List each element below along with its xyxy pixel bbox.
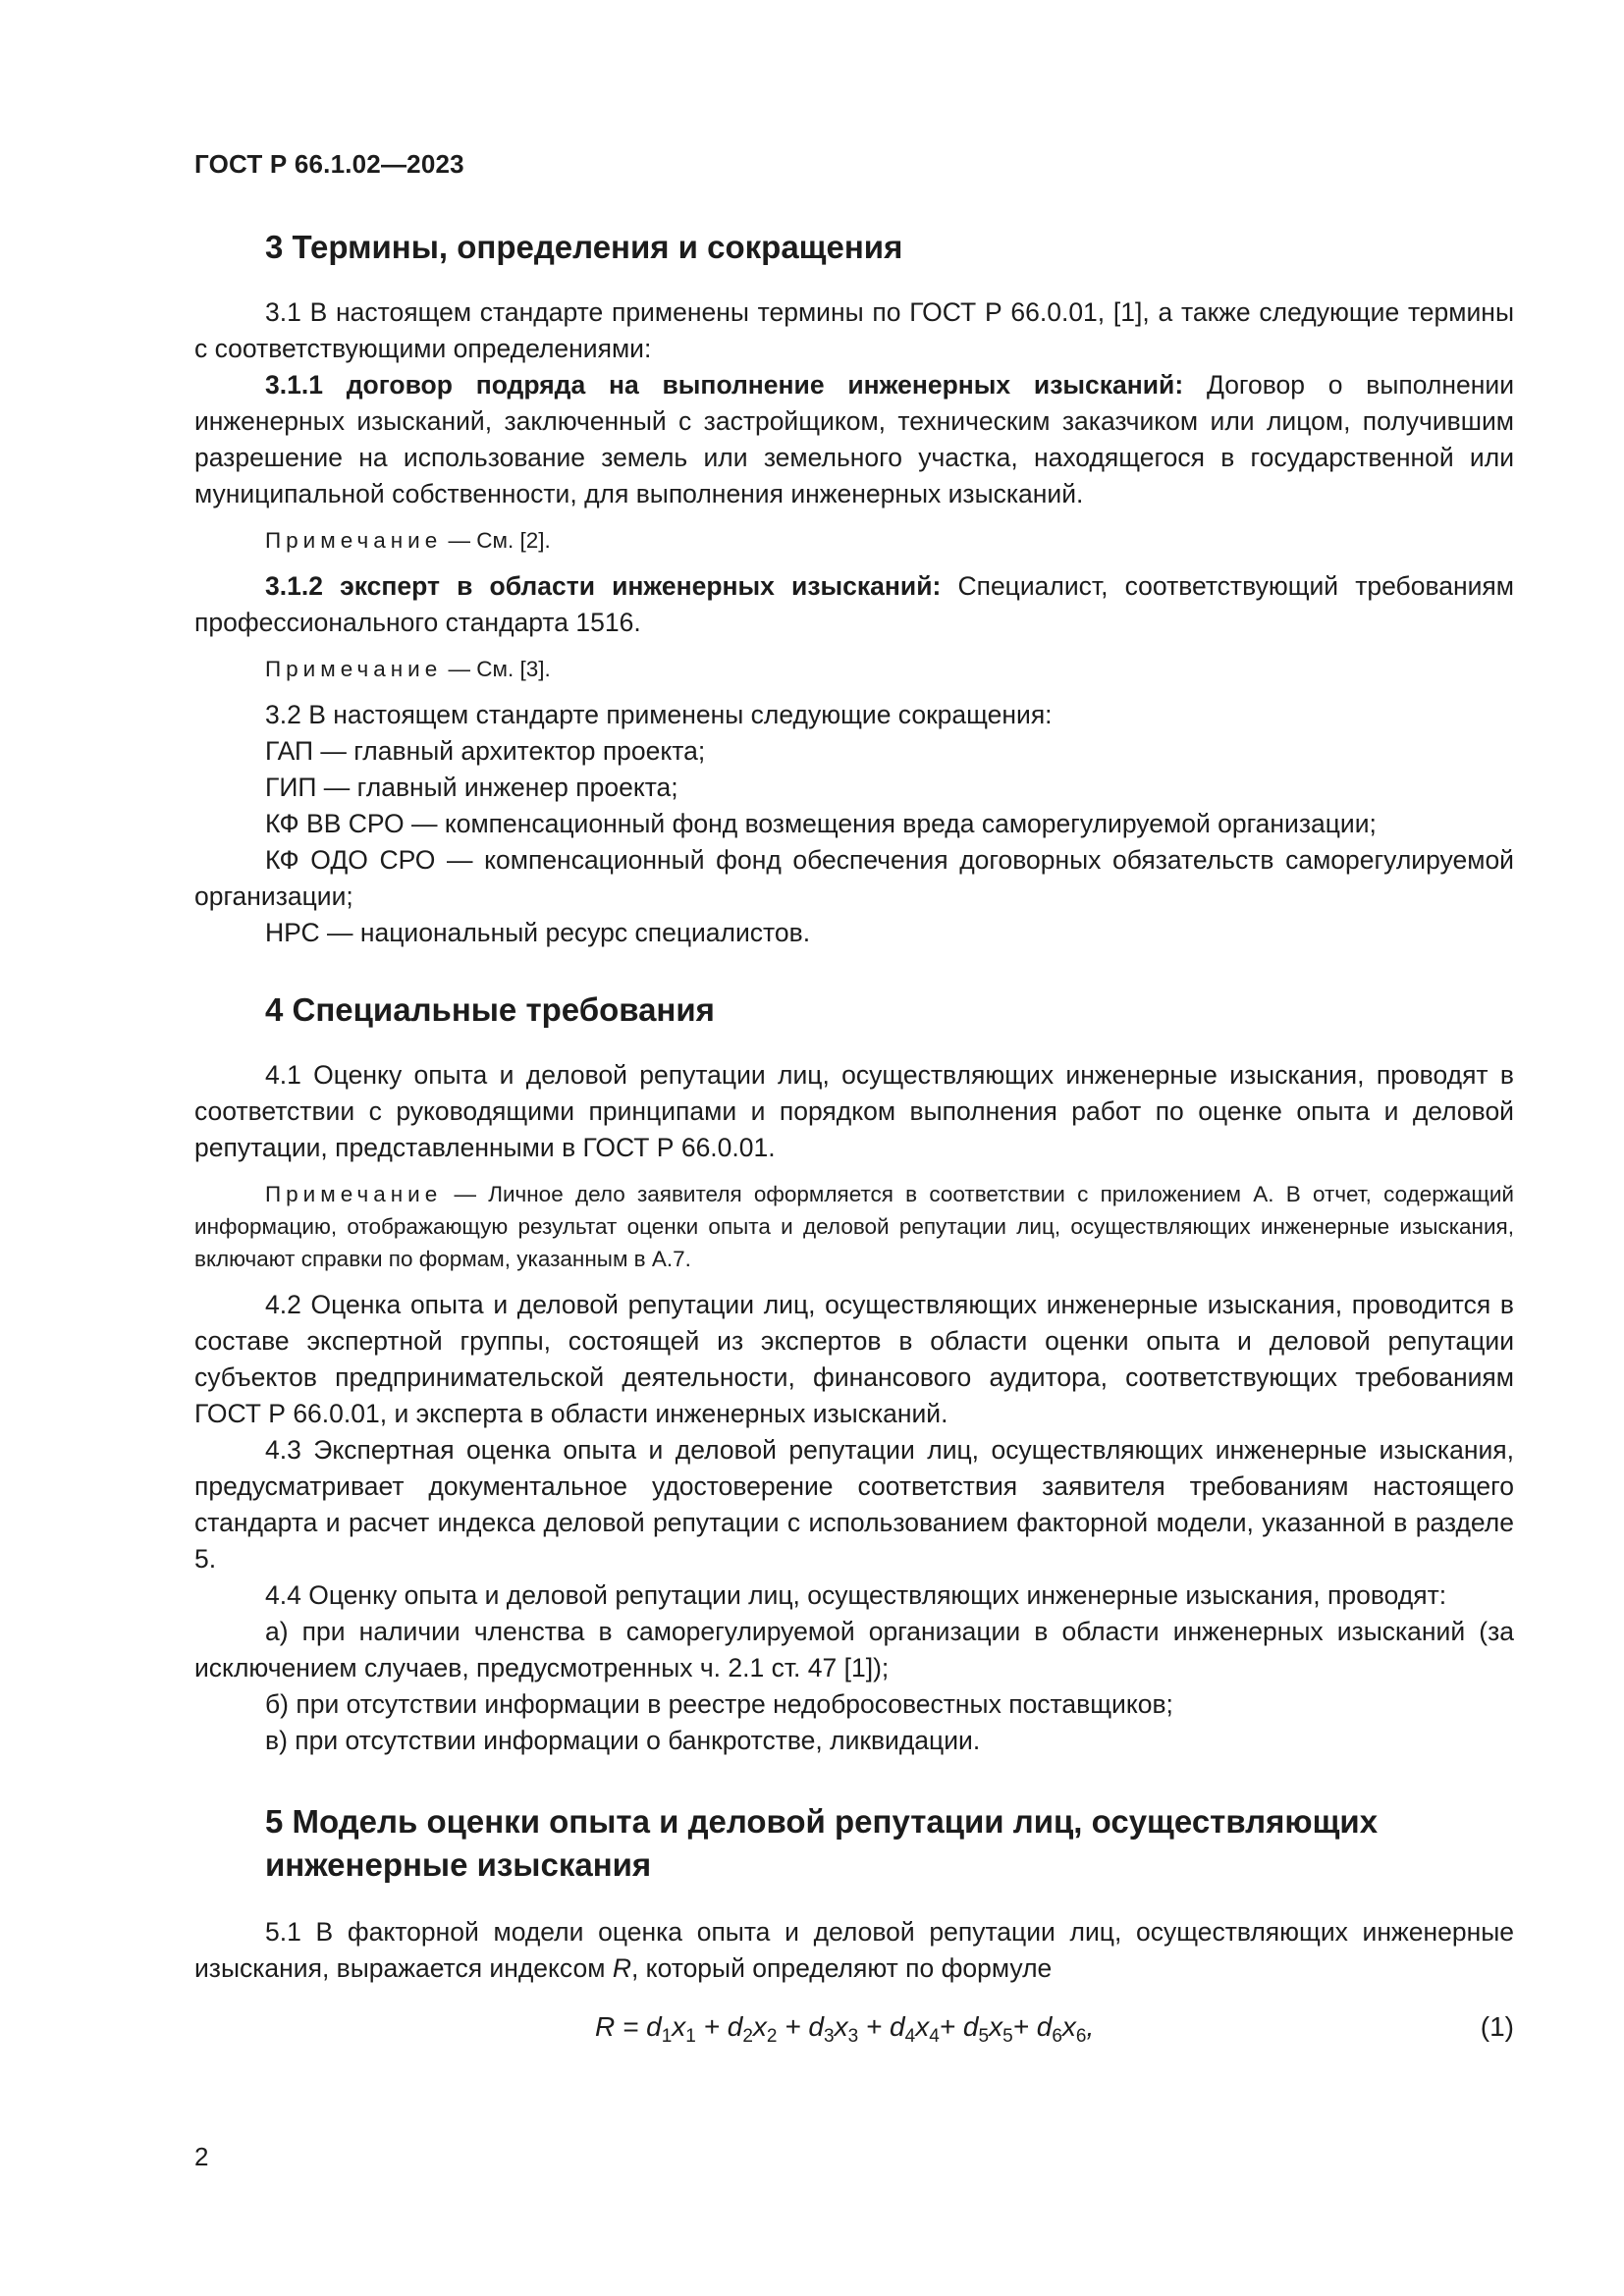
note-2 (194, 653, 1514, 685)
formula-1 (194, 2001, 1514, 2050)
abbreviation-gip: ГИП — главный инженер проекта; (265, 773, 678, 802)
paragraph-3-1-2 (194, 568, 1514, 641)
term-3-1-1: 3.1.1 договор подряда на выполнение инженерных изысканий: (265, 370, 1184, 400)
section-4-heading: 4 Специальные требования (265, 991, 715, 1028)
paragraph-4-3: 4.3 Экспертная оценка опыта и деловой репутации лиц, осуществляющих инженерные изыскания, предусматривает документальное удостоверение соответствия заявителя требованиям настоящего стандарта и расчет индекса деловой репутации с использованием факторной модели, указанной в разделе 5. (194, 1435, 1514, 1574)
note-1 (194, 524, 1514, 557)
list-item-c: в) при отсутствии информации о банкротстве, ликвидации. (265, 1726, 981, 1755)
abbreviation-gap: ГАП — главный архитектор проекта; (265, 736, 706, 766)
paragraph-4-1: 4.1 Оценку опыта и деловой репутации лиц, осуществляющих инженерные изыскания, проводят в соответствии с руководящими принципами и порядком выполнения работ по оценке опыта и деловой репутации, представленными в ГОСТ Р 66.0.01. (194, 1060, 1514, 1162)
paragraph-3-1: 3.1 В настоящем стандарте применены термины по ГОСТ Р 66.0.01, [1], а также следующие термины с соответствующими определениями: (194, 297, 1514, 363)
document-code-header: ГОСТ Р 66.1.02—2023 (194, 149, 464, 179)
list-item-b: б) при отсутствии информации в реестре недобросовестных поставщиков; (265, 1689, 1173, 1719)
paragraph-3-1-1 (194, 367, 1514, 512)
section-5-heading (194, 1800, 1514, 1887)
paragraph-5-1-text-end: , который определяют по формуле (630, 1953, 1053, 1983)
abbreviation-kf-vv-sro: КФ ВВ СРО — компенсационный фонд возмещения вреда саморегулируемой организации; (265, 809, 1377, 838)
note-2-label: Примечание (265, 657, 443, 681)
paragraph-5-1 (194, 1914, 1514, 1987)
term-3-1-2: 3.1.2 эксперт в области инженерных изысканий: (265, 571, 942, 601)
paragraph-4-4: 4.4 Оценку опыта и деловой репутации лиц, осуществляющих инженерные изыскания, проводят: (265, 1580, 1447, 1610)
section-5-heading-line-2: инженерные изыскания (265, 1846, 652, 1883)
note-1-label: Примечание (265, 528, 443, 553)
abbreviation-nrs: НРС — национальный ресурс специалистов. (265, 918, 811, 947)
formula-number: (1) (1480, 2011, 1514, 2042)
formula-expression: $R = d_1x_1 + d_2x_2 + d_3x_3 + d_4x_4+ d_5x_5+ d_6x_6$, (595, 2011, 1095, 2047)
paragraph-3-2: 3.2 В настоящем стандарте применены следующие сокращения: (265, 700, 1053, 729)
page-number: 2 (194, 2142, 209, 2171)
paragraph-5-1-text: 5.1 В факторной модели оценка опыта и деловой репутации лиц, осуществляющих инженерные изыскания, выражается индексом (194, 1917, 1514, 1983)
index-variable-r: R (612, 1953, 631, 1983)
abbreviation-kf-odo-sro: КФ ОДО СРО — компенсационный фонд обеспечения договорных обязательств саморегулируемой организации; (194, 845, 1514, 911)
note-3-text: — Личное дело заявителя оформляется в соответствии с приложением А. В отчет, содержащий информацию, отображающую результат оценки опыта и деловой репутации лиц, осуществляющих инженерные изыскания, включают справки по формам, указанным в А.7. (194, 1182, 1514, 1271)
note-3-label: Примечание (265, 1182, 443, 1206)
note-1-text: — См. [2]. (442, 528, 551, 553)
definition-3-1-2: Специалист, соответствующий требованиям профессионального стандарта 1516. (194, 571, 1515, 637)
paragraph-4-2: 4.2 Оценка опыта и деловой репутации лиц, осуществляющих инженерные изыскания, проводится в составе экспертной группы, состоящей из экспертов в области оценки опыта и деловой репутации субъектов предпринимательской деятельности, финансового аудитора, соответствующих требованиям ГОСТ Р 66.0.01, и эксперта в области инженерных изысканий. (194, 1290, 1514, 1428)
section-5-heading-line-1: 5 Модель оценки опыта и деловой репутации лиц, осуществляющих (265, 1803, 1379, 1840)
page-content (194, 216, 1514, 2050)
note-2-text: — См. [3]. (442, 657, 551, 681)
note-3 (194, 1178, 1514, 1275)
section-3-heading: 3 Термины, определения и сокращения (265, 229, 903, 265)
list-item-a: а) при наличии членства в саморегулируемой организации в области инженерных изысканий (за исключением случаев, предусмотренных ч. 2.1 ст. 47 [1]); (194, 1617, 1514, 1682)
definition-3-1-1: Договор о выполнении инженерных изысканий, заключенный с застройщиком, техническим заказчиком или лицом, получившим разрешение на использование земель или земельного участка, находящегося в государственной или муниципальной собственности, для выполнения инженерных изысканий. (194, 370, 1515, 508)
